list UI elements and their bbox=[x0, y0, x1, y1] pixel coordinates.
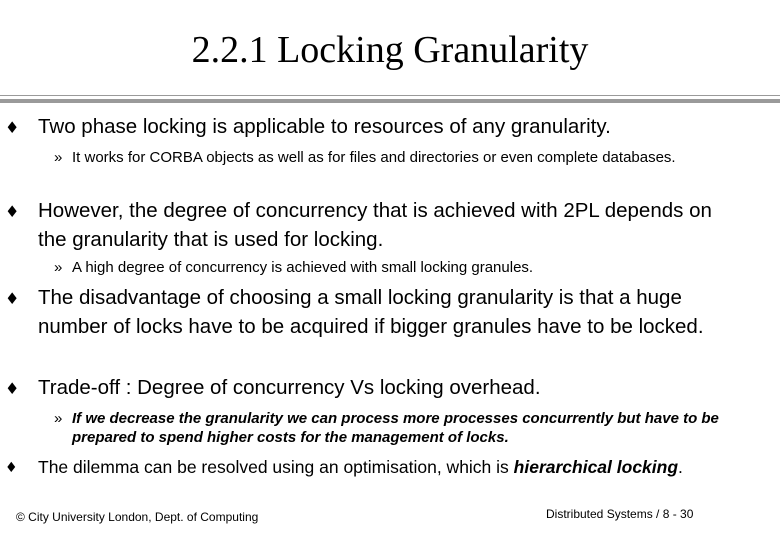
sub-point-text: It works for CORBA objects as well as for files and directories or even complete databases. bbox=[72, 149, 676, 166]
emphasized-term: hierarchical locking bbox=[513, 457, 679, 477]
slide-title: 2.2.1 Locking Granularity bbox=[191, 29, 589, 71]
diamond-bullet-icon: ♦ bbox=[5, 379, 20, 398]
sub-point-text: If we decrease the granularity we can process more processes concurrently but have to be prepared to spend higher costs for the management of locks. bbox=[72, 410, 719, 446]
sub-point-text: A high degree of concurrency is achieved with small locking granules. bbox=[72, 259, 534, 276]
sub-point bbox=[54, 148, 727, 167]
diamond-bullet-icon: ♦ bbox=[5, 118, 20, 137]
footer-copyright: © City University London, Dept. of Computing bbox=[16, 510, 259, 524]
diamond-bullet-icon: ♦ bbox=[5, 460, 18, 476]
bullet-text-end: . bbox=[678, 457, 683, 477]
bullet-text bbox=[38, 456, 758, 479]
bullet-text: The disadvantage of choosing a small locking granularity is that a huge number of locks have to be acquired if bigger granules have to be locked. bbox=[38, 286, 704, 338]
chevron-bullet-icon: » bbox=[54, 410, 63, 427]
chevron-bullet-icon: » bbox=[54, 149, 63, 166]
bullet-text-start: The dilemma can be resolved using an optimisation, which is bbox=[38, 457, 514, 477]
diamond-bullet-icon: ♦ bbox=[5, 289, 20, 308]
sub-point bbox=[54, 409, 742, 447]
diamond-bullet-icon: ♦ bbox=[5, 202, 20, 221]
bullet-text: However, the degree of concurrency that is achieved with 2PL depends on the granularity that is used for locking. bbox=[38, 199, 712, 251]
bullet-text: Two phase locking is applicable to resources of any granularity. bbox=[38, 115, 611, 138]
title-rule-thick bbox=[0, 99, 780, 103]
footer-page-info: Distributed Systems / 8 - 30 bbox=[546, 507, 694, 521]
bullet-text: Trade-off : Degree of concurrency Vs locking overhead. bbox=[38, 376, 541, 399]
chevron-bullet-icon: » bbox=[54, 259, 63, 276]
title-rule-thin bbox=[0, 95, 780, 96]
sub-point bbox=[54, 258, 727, 277]
